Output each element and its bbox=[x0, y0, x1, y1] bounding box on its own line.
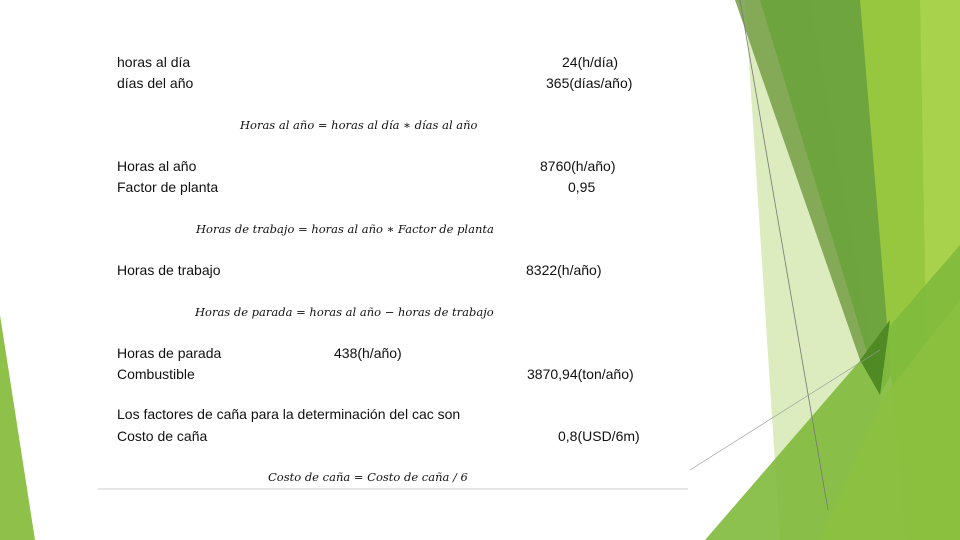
formula-horas-de-trabajo: Horas de trabajo = horas al año ∗ Factor de planta bbox=[196, 222, 494, 236]
label-factores-de-cana: Los factores de caña para la determinación del cac son bbox=[117, 406, 461, 422]
label-combustible: Combustible bbox=[117, 366, 195, 382]
label-costo-de-cana: Costo de caña bbox=[117, 428, 208, 444]
value-horas-al-dia: 24(h/día) bbox=[562, 54, 619, 70]
value-horas-de-parada: 438(h/año) bbox=[334, 345, 402, 361]
label-horas-de-trabajo: Horas de trabajo bbox=[117, 262, 221, 278]
formula-horas-de-parada: Horas de parada = horas al año − horas de trabajo bbox=[195, 305, 494, 319]
value-horas-de-trabajo: 8322(h/año) bbox=[526, 262, 602, 278]
value-horas-al-ano: 8760(h/año) bbox=[540, 158, 616, 174]
label-dias-del-ano: días del año bbox=[117, 75, 194, 91]
left-edge-green-triangle bbox=[0, 315, 35, 540]
label-horas-de-parada: Horas de parada bbox=[117, 345, 222, 361]
label-factor-de-planta: Factor de planta bbox=[117, 179, 219, 195]
value-combustible: 3870,94(ton/año) bbox=[527, 366, 634, 382]
formula-horas-al-ano: Horas al año = horas al día ∗ días al año bbox=[240, 118, 478, 132]
label-horas-al-ano: Horas al año bbox=[117, 158, 197, 174]
value-costo-de-cana: 0,8(USD/6m) bbox=[558, 428, 640, 444]
value-dias-del-ano: 365(días/año) bbox=[546, 75, 633, 91]
formula-costo-de-cana: Costo de caña = Costo de caña / 6 bbox=[268, 470, 468, 484]
label-horas-al-dia: horas al día bbox=[117, 54, 191, 70]
bottom-separator bbox=[98, 488, 688, 490]
value-factor-de-planta: 0,95 bbox=[568, 179, 596, 195]
